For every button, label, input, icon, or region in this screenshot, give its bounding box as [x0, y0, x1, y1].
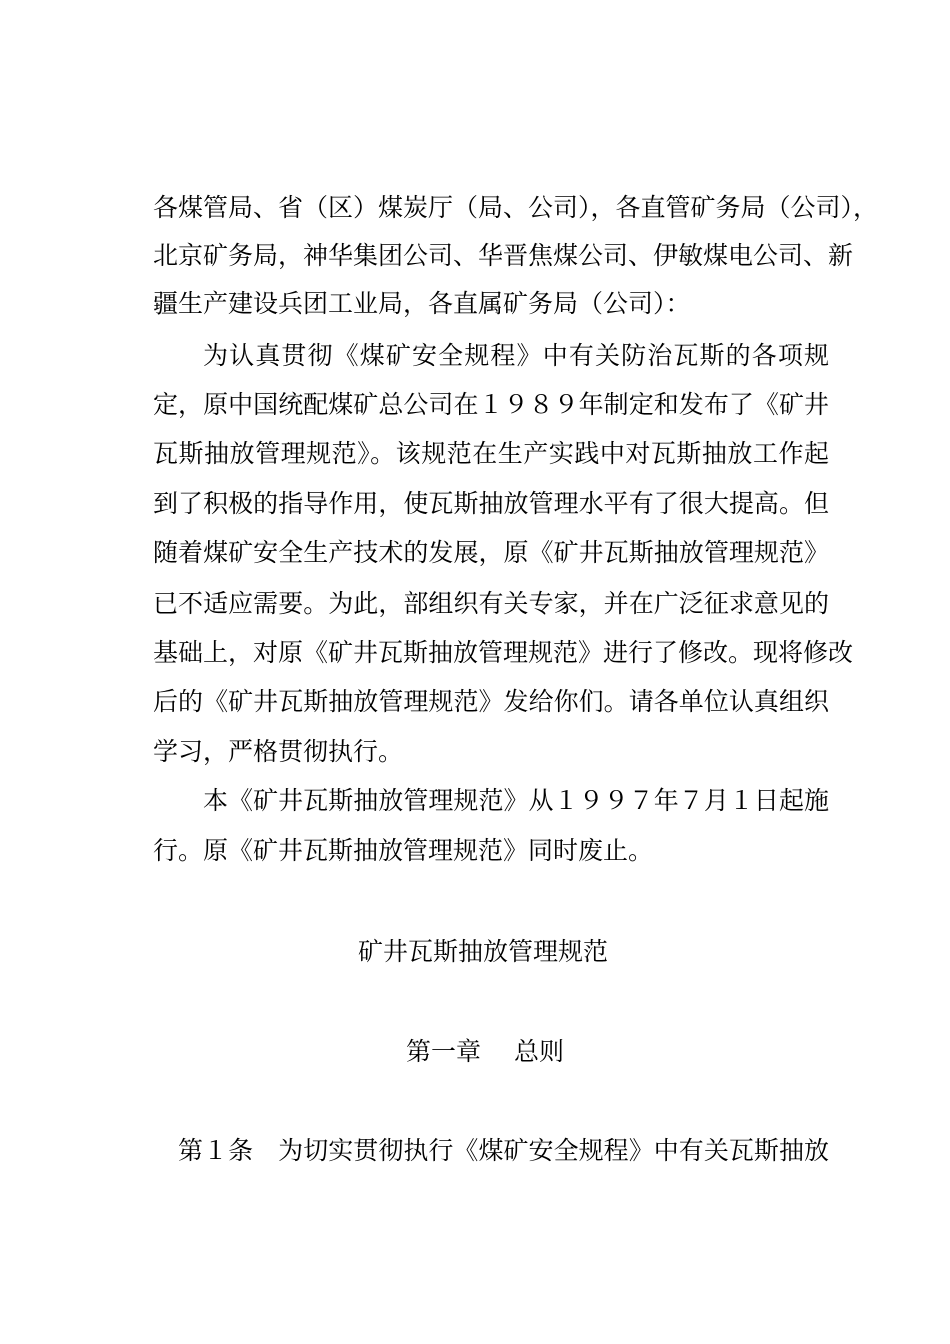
paragraph1-line-4: 到了积极的指导作用，使瓦斯抽放管理水平有了很大提高。但	[153, 489, 829, 518]
address-line-2: 北京矿务局，神华集团公司、华晋焦煤公司、伊敏煤电公司、新	[153, 241, 854, 270]
address-line-3: 疆生产建设兵团工业局，各直属矿务局（公司）：	[153, 289, 691, 318]
paragraph1-line-2: 定，原中国统配煤矿总公司在１９８９年制定和发布了《矿井	[153, 390, 829, 419]
address-line-1: 各煤管局、省（区）煤炭厅（局、公司），各直管矿务局（公司），	[153, 193, 879, 222]
paragraph2-line-1: 本《矿井瓦斯抽放管理规范》从１９９７年７月１日起施	[203, 786, 829, 815]
paragraph1-line-7: 基础上，对原《矿井瓦斯抽放管理规范》进行了修改。现将修改	[153, 638, 854, 667]
paragraph1-line-9: 学习，严格贯彻执行。	[153, 737, 404, 766]
paragraph1-line-6: 已不适应需要。为此，部组织有关专家，并在广泛征求意见的	[153, 589, 829, 618]
article-1-line: 第１条 为切实贯彻执行《煤矿安全规程》中有关瓦斯抽放	[178, 1136, 829, 1165]
chapter-heading: 第一章 总则	[406, 1037, 564, 1066]
document-title: 矿井瓦斯抽放管理规范	[357, 937, 608, 966]
paragraph2-line-2: 行。原《矿井瓦斯抽放管理规范》同时废止。	[153, 836, 654, 865]
paragraph1-line-3: 瓦斯抽放管理规范》。该规范在生产实践中对瓦斯抽放工作起	[153, 439, 829, 468]
paragraph1-line-8: 后的《矿井瓦斯抽放管理规范》发给你们。请各单位认真组织	[153, 687, 829, 716]
paragraph1-line-5: 随着煤矿安全生产技术的发展，原《矿井瓦斯抽放管理规范》	[153, 538, 829, 567]
paragraph1-line-1: 为认真贯彻《煤矿安全规程》中有关防治瓦斯的各项规	[203, 341, 829, 370]
